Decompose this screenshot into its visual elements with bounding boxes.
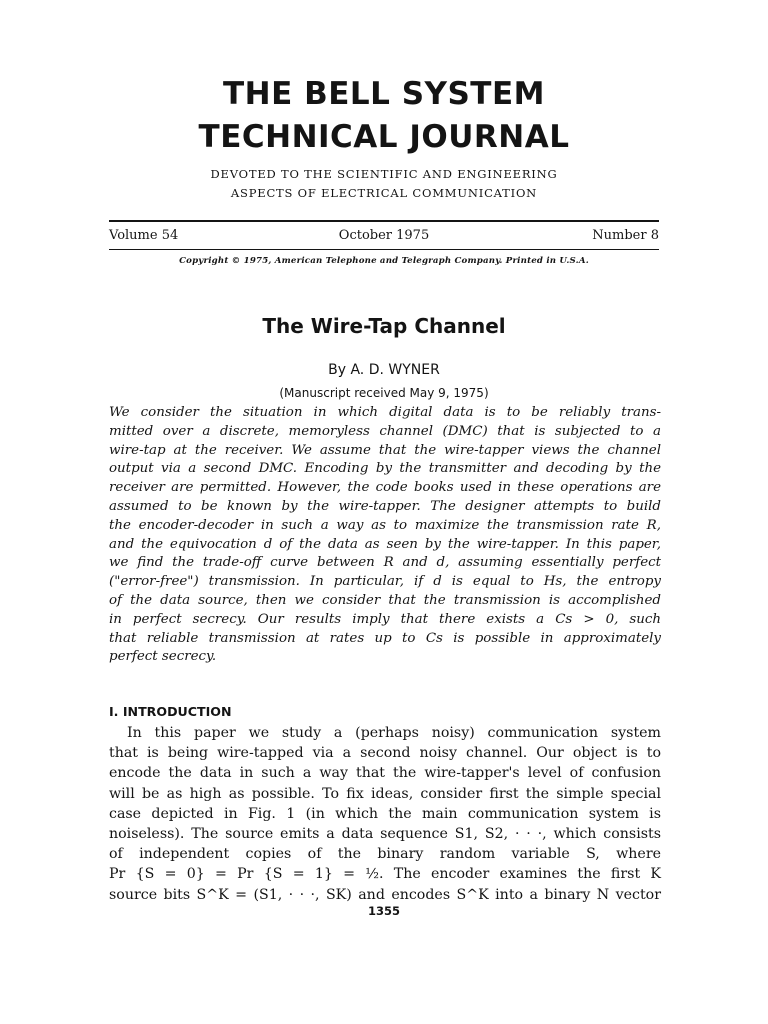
section-heading-introduction: I. INTRODUCTION [109, 704, 232, 719]
author-byline: By A. D. WYNER [328, 362, 440, 378]
intro-line: encode the data in such a way that the wire-tapper's level of confusion [109, 765, 661, 782]
introduction-text [109, 723, 661, 905]
header-rule-top [109, 220, 659, 222]
abstract-line: and the equivocation d of the data as seen by the wire-tapper. In this paper, [109, 536, 661, 552]
page-number: 1355 [367, 904, 400, 918]
abstract-line: We consider the situation in which digital data is to be reliably trans- [109, 405, 661, 420]
abstract-line: receiver are permitted. However, the code books used in these operations are [109, 480, 661, 496]
intro-line: of independent copies of the binary random variable S, where [109, 846, 661, 863]
abstract-line: assumed to be known by the wire-tapper. The designer attempts to build [109, 498, 661, 514]
copyright-notice: Copyright © 1975, American Telephone and Telegraph Company. Printed in U.S.A. [179, 256, 589, 266]
intro-line: source bits S^K = (S1, · · ·, SK) and encodes S^K into a binary N vector [109, 886, 661, 903]
abstract-line: perfect secrecy. [109, 649, 217, 665]
issue-number: Number 8 [592, 228, 659, 243]
journal-title-line-1: THE BELL SYSTEM [223, 76, 545, 112]
intro-line: Pr {S = 0} = Pr {S = 1} = ½. The encoder examines the first K [109, 866, 661, 883]
volume-label: Volume 54 [109, 228, 179, 243]
abstract-line: output via a second DMC. Encoding by the transmitter and decoding by the [109, 461, 661, 477]
journal-title-line-2: TECHNICAL JOURNAL [198, 119, 570, 155]
abstract-line: mitted over a discrete, memoryless channel (DMC) that is subjected to a [109, 423, 661, 439]
intro-line: that is being wire-tapped via a second noisy channel. Our object is to [109, 745, 661, 762]
journal-subtitle-line-2: ASPECTS OF ELECTRICAL COMMUNICATION [230, 186, 538, 200]
abstract-line: of the data source, then we consider that the transmission is accomplished [109, 592, 661, 608]
abstract-line: we find the trade-off curve between R and d, assuming essentially perfect [109, 555, 661, 571]
paper-title: The Wire-Tap Channel [262, 314, 506, 338]
abstract-line: in perfect secrecy. Our results imply that there exists a Cs > 0, such [109, 611, 661, 627]
intro-line: noiseless). The source emits a data sequence S1, S2, · · ·, which consists [109, 826, 661, 843]
abstract [109, 404, 661, 667]
abstract-line: ("error-free") transmission. In particular, if d is equal to Hs, the entropy [109, 574, 661, 590]
manuscript-received-date: (Manuscript received May 9, 1975) [279, 386, 489, 400]
journal-subtitle-line-1: DEVOTED TO THE SCIENTIFIC AND ENGINEERING [210, 167, 558, 181]
intro-line: case depicted in Fig. 1 (in which the main communication system is [109, 805, 661, 822]
abstract-line: the encoder-decoder in such a way as to maximize the transmission rate R, [109, 517, 661, 533]
issue-date: October 1975 [338, 228, 430, 243]
header-rule-bottom [109, 249, 659, 250]
abstract-line: wire-tap at the receiver. We assume that the wire-tapper views the channel [109, 442, 661, 458]
intro-line: will be as high as possible. To fix ideas, consider first the simple special [109, 785, 661, 802]
intro-line: In this paper we study a (perhaps noisy) communication system [127, 725, 661, 741]
abstract-line: that reliable transmission at rates up to Cs is possible in approximately [109, 630, 661, 646]
